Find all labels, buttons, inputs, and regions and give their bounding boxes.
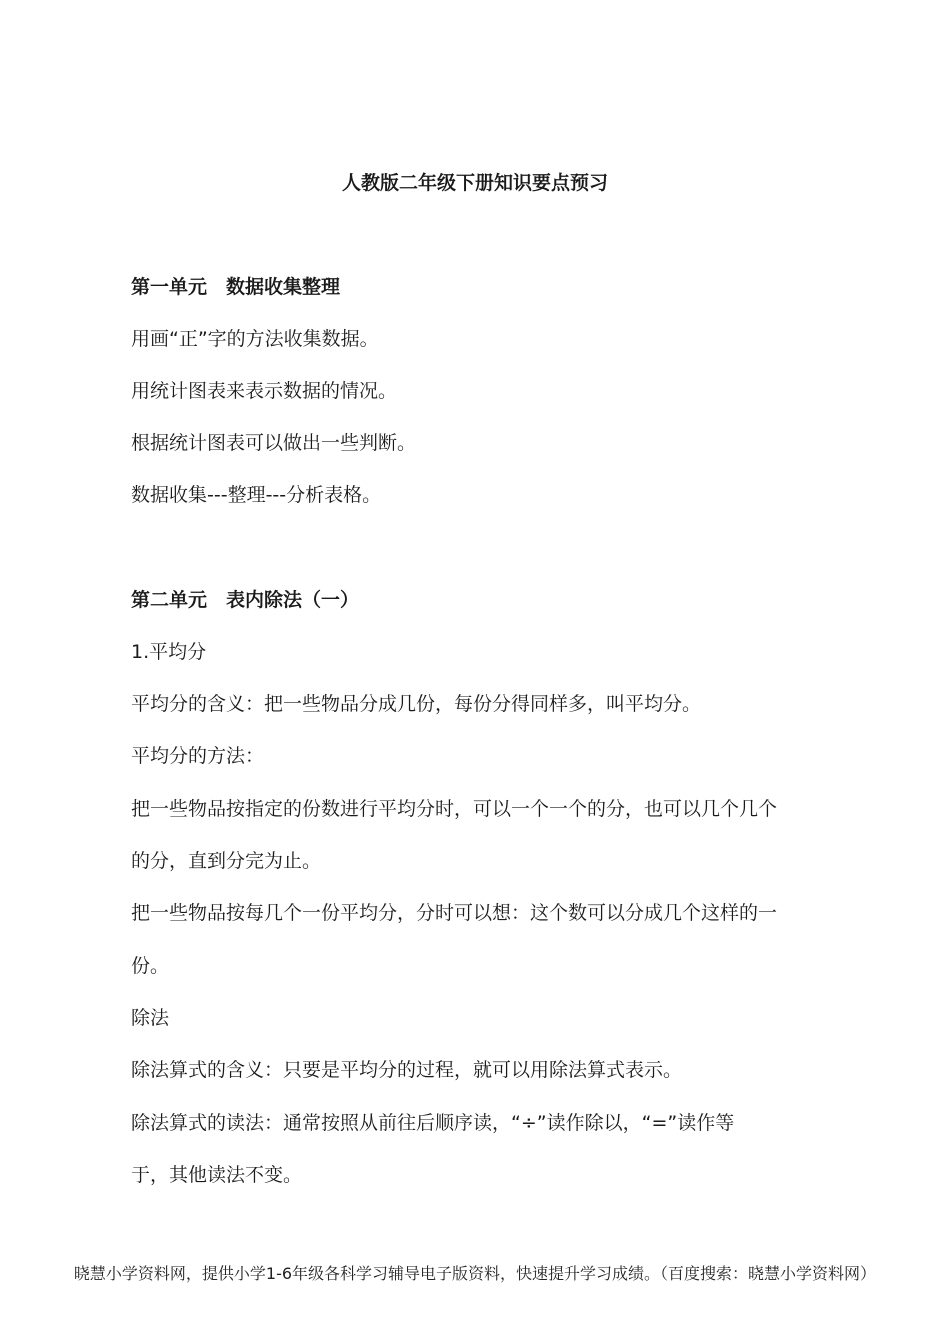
paragraph-line: 根据统计图表可以做出一些判断。 (131, 432, 417, 454)
paragraph-line: 用统计图表来表示数据的情况。 (131, 380, 398, 402)
paragraph-line: 除法算式的含义：只要是平均分的过程，就可以用除法算式表示。 (131, 1059, 683, 1081)
paragraph-line: 数据收集---整理---分析表格。 (131, 484, 382, 506)
paragraph-line: 用画“正”字的方法收集数据。 (131, 328, 379, 350)
paragraph-line: 把一些物品按指定的份数进行平均分时，可以一个一个的分，也可以几个几个 (131, 798, 778, 820)
paragraph-line: 除法算式的读法：通常按照从前往后顺序读，“÷”读作除以，“=”读作等 (131, 1112, 735, 1134)
paragraph-line: 平均分的含义：把一些物品分成几份，每份分得同样多，叫平均分。 (131, 693, 702, 715)
unit-2-heading: 第二单元 表内除法（一） (131, 589, 360, 611)
paragraph-line: 的分，直到分完为止。 (131, 850, 322, 872)
paragraph-line: 于，其他读法不变。 (131, 1164, 303, 1186)
footer-note: 晓慧小学资料网，提供小学1-6年级各科学习辅导电子版资料，快速提升学习成绩。（百度搜索：晓慧小学资料网） (73, 1264, 877, 1283)
paragraph-line: 份。 (131, 955, 170, 977)
paragraph-line: 平均分的方法： (131, 745, 265, 767)
subsection-heading: 1.平均分 (131, 641, 207, 663)
unit-1-heading: 第一单元 数据收集整理 (131, 276, 341, 298)
subsection-heading: 除法 (131, 1007, 170, 1029)
paragraph-line: 把一些物品按每几个一份平均分，分时可以想：这个数可以分成几个这样的一 (131, 902, 778, 924)
page-title: 人教版二年级下册知识要点预习 (341, 172, 608, 194)
